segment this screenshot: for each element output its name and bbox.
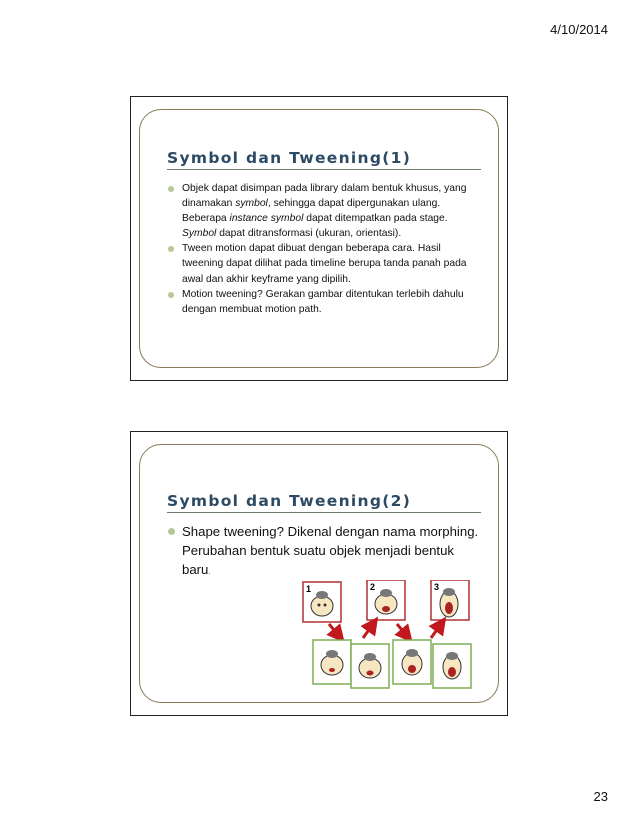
page-date: 4/10/2014 <box>550 22 608 37</box>
keyframe-3 <box>431 580 469 620</box>
slide-2-bullets <box>167 522 481 582</box>
bullet-text: Objek dapat disimpan pada library dalam bentuk khusus, yang dinamakan symbol, sehingga dapat dipergunakan ulang. Beberapa instance symbol dapat ditempatkan pada stage. Symbol dapat ditransformasi (ukuran, orientasi). <box>182 183 467 240</box>
keyframe-2 <box>367 580 405 620</box>
tween-frame <box>433 644 471 688</box>
bullet-icon <box>168 292 174 298</box>
list-item <box>167 522 481 582</box>
shape-tweening-illustration <box>299 580 479 692</box>
slide-1-title-rule <box>167 169 481 170</box>
slide-2 <box>130 431 508 716</box>
arrow-icon <box>431 624 441 638</box>
list-item <box>167 181 481 241</box>
list-item <box>167 241 481 286</box>
slide-2-title: Symbol dan Tweening(2) <box>167 492 412 510</box>
page-number: 23 <box>593 789 608 804</box>
tween-frame <box>313 640 351 684</box>
tween-frame <box>351 644 389 688</box>
list-item <box>167 287 481 317</box>
slide-1-bullets <box>167 181 481 317</box>
bullet-text: Tween motion dapat dibuat dengan beberapa cara. Hasil tweening dapat dilihat pada timeline berupa tanda panah pada awal dan akhir keyframe yang dipilih. <box>182 243 467 285</box>
arrow-icon <box>329 624 339 636</box>
svg-text:1: 1 <box>306 584 312 594</box>
svg-text:3: 3 <box>434 582 440 592</box>
bullet-icon <box>168 528 175 535</box>
bullet-icon <box>168 186 174 192</box>
bullet-icon <box>168 246 174 252</box>
bullet-text: Motion tweening? Gerakan gambar ditentukan terlebih dahulu dengan membuat motion path. <box>182 288 464 315</box>
slide-1 <box>130 96 508 381</box>
slide-1-title: Symbol dan Tweening(1) <box>167 149 412 167</box>
keyframe-1 <box>303 582 341 622</box>
tween-frame <box>393 640 431 684</box>
svg-text:2: 2 <box>370 582 376 592</box>
bullet-text: Shape tweening? Dikenal dengan nama morphing. Perubahan bentuk suatu objek menjadi bentuk baru. <box>182 524 479 577</box>
arrow-icon <box>363 624 373 638</box>
slide-2-title-rule <box>167 512 481 513</box>
arrow-icon <box>397 624 407 636</box>
